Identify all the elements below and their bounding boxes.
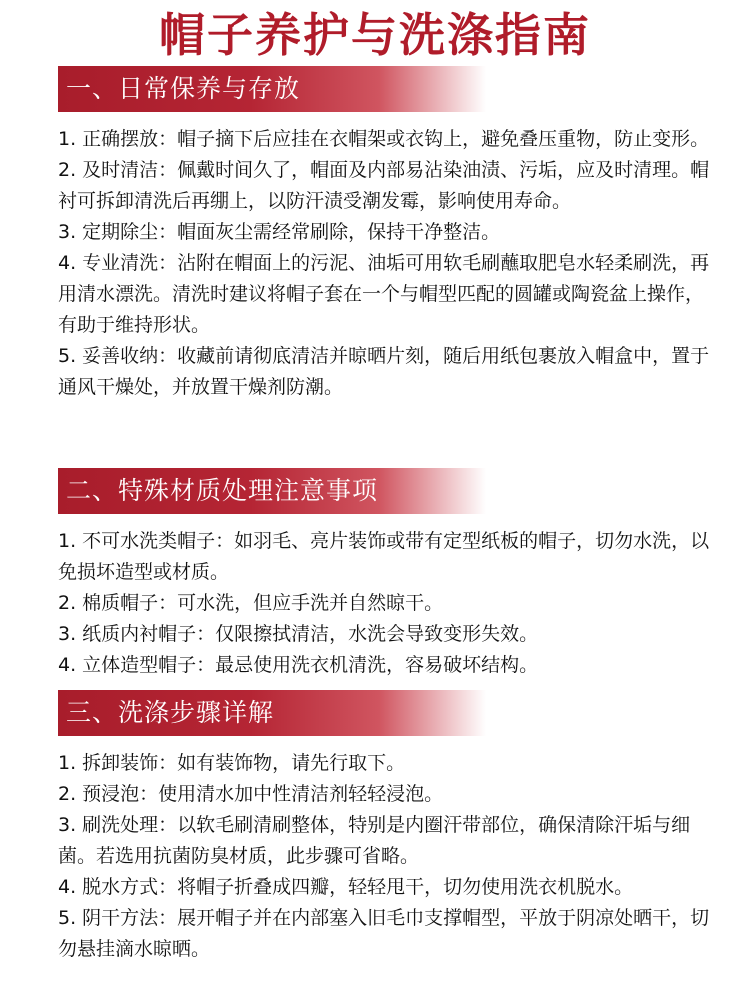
list-item: 2. 及时清洁：佩戴时间久了，帽面及内部易沾染油渍、污垢，应及时清理。帽衬可拆卸清洗后再绷上，以防汗渍受潮发霉，影响使用寿命。: [58, 159, 710, 212]
list-item: 3. 纸质内衬帽子：仅限擦拭清洁，水洗会导致变形失效。: [58, 623, 539, 645]
list-item: 1. 拆卸装饰：如有装饰物，请先行取下。: [58, 752, 406, 774]
section-heading: 三、洗涤步骤详解: [58, 690, 486, 736]
section-washing-steps: [58, 690, 720, 965]
section-heading: 二、特殊材质处理注意事项: [58, 468, 486, 514]
section-special-materials: [58, 468, 720, 681]
list-item: 5. 阴干方法：展开帽子并在内部塞入旧毛巾支撑帽型，平放于阴凉处晒干，切勿悬挂滴水晾晒。: [58, 907, 710, 960]
list-item: 4. 专业清洗：沾附在帽面上的污泥、油垢可用软毛刷蘸取肥皂水轻柔刷洗，再用清水漂洗。清洗时建议将帽子套在一个与帽型匹配的圆罐或陶瓷盆上操作，有助于维持形状。: [58, 252, 710, 336]
list-item: 2. 预浸泡：使用清水加中性清洁剂轻轻浸泡。: [58, 783, 444, 805]
list-item: 4. 立体造型帽子：最忌使用洗衣机清洗，容易破坏结构。: [58, 654, 539, 676]
section-daily-care: [58, 66, 720, 403]
page-title: 帽子养护与洗涤指南: [159, 8, 591, 62]
list-item: 5. 妥善收纳：收藏前请彻底清洁并晾晒片刻，随后用纸包裹放入帽盒中，置于通风干燥处，并放置干燥剂防潮。: [58, 345, 710, 398]
list-item: 4. 脱水方式：将帽子折叠成四瓣，轻轻甩干，切勿使用洗衣机脱水。: [58, 876, 634, 898]
item-list: [58, 124, 720, 403]
item-list: [58, 748, 720, 965]
list-item: 1. 正确摆放：帽子摘下后应挂在衣帽架或衣钩上，避免叠压重物，防止变形。: [58, 128, 710, 150]
section-heading: 一、日常保养与存放: [58, 66, 486, 112]
item-list: [58, 526, 720, 681]
list-item: 2. 棉质帽子：可水洗，但应手洗并自然晾干。: [58, 592, 444, 614]
list-item: 3. 刷洗处理：以软毛刷清刷整体，特别是内圈汗带部位，确保清除汗垢与细菌。若选用抗菌防臭材质，此步骤可省略。: [58, 814, 691, 867]
list-item: 1. 不可水洗类帽子：如羽毛、亮片装饰或带有定型纸板的帽子，切勿水洗，以免损坏造型或材质。: [58, 530, 710, 583]
list-item: 3. 定期除尘：帽面灰尘需经常刷除，保持干净整洁。: [58, 221, 501, 243]
